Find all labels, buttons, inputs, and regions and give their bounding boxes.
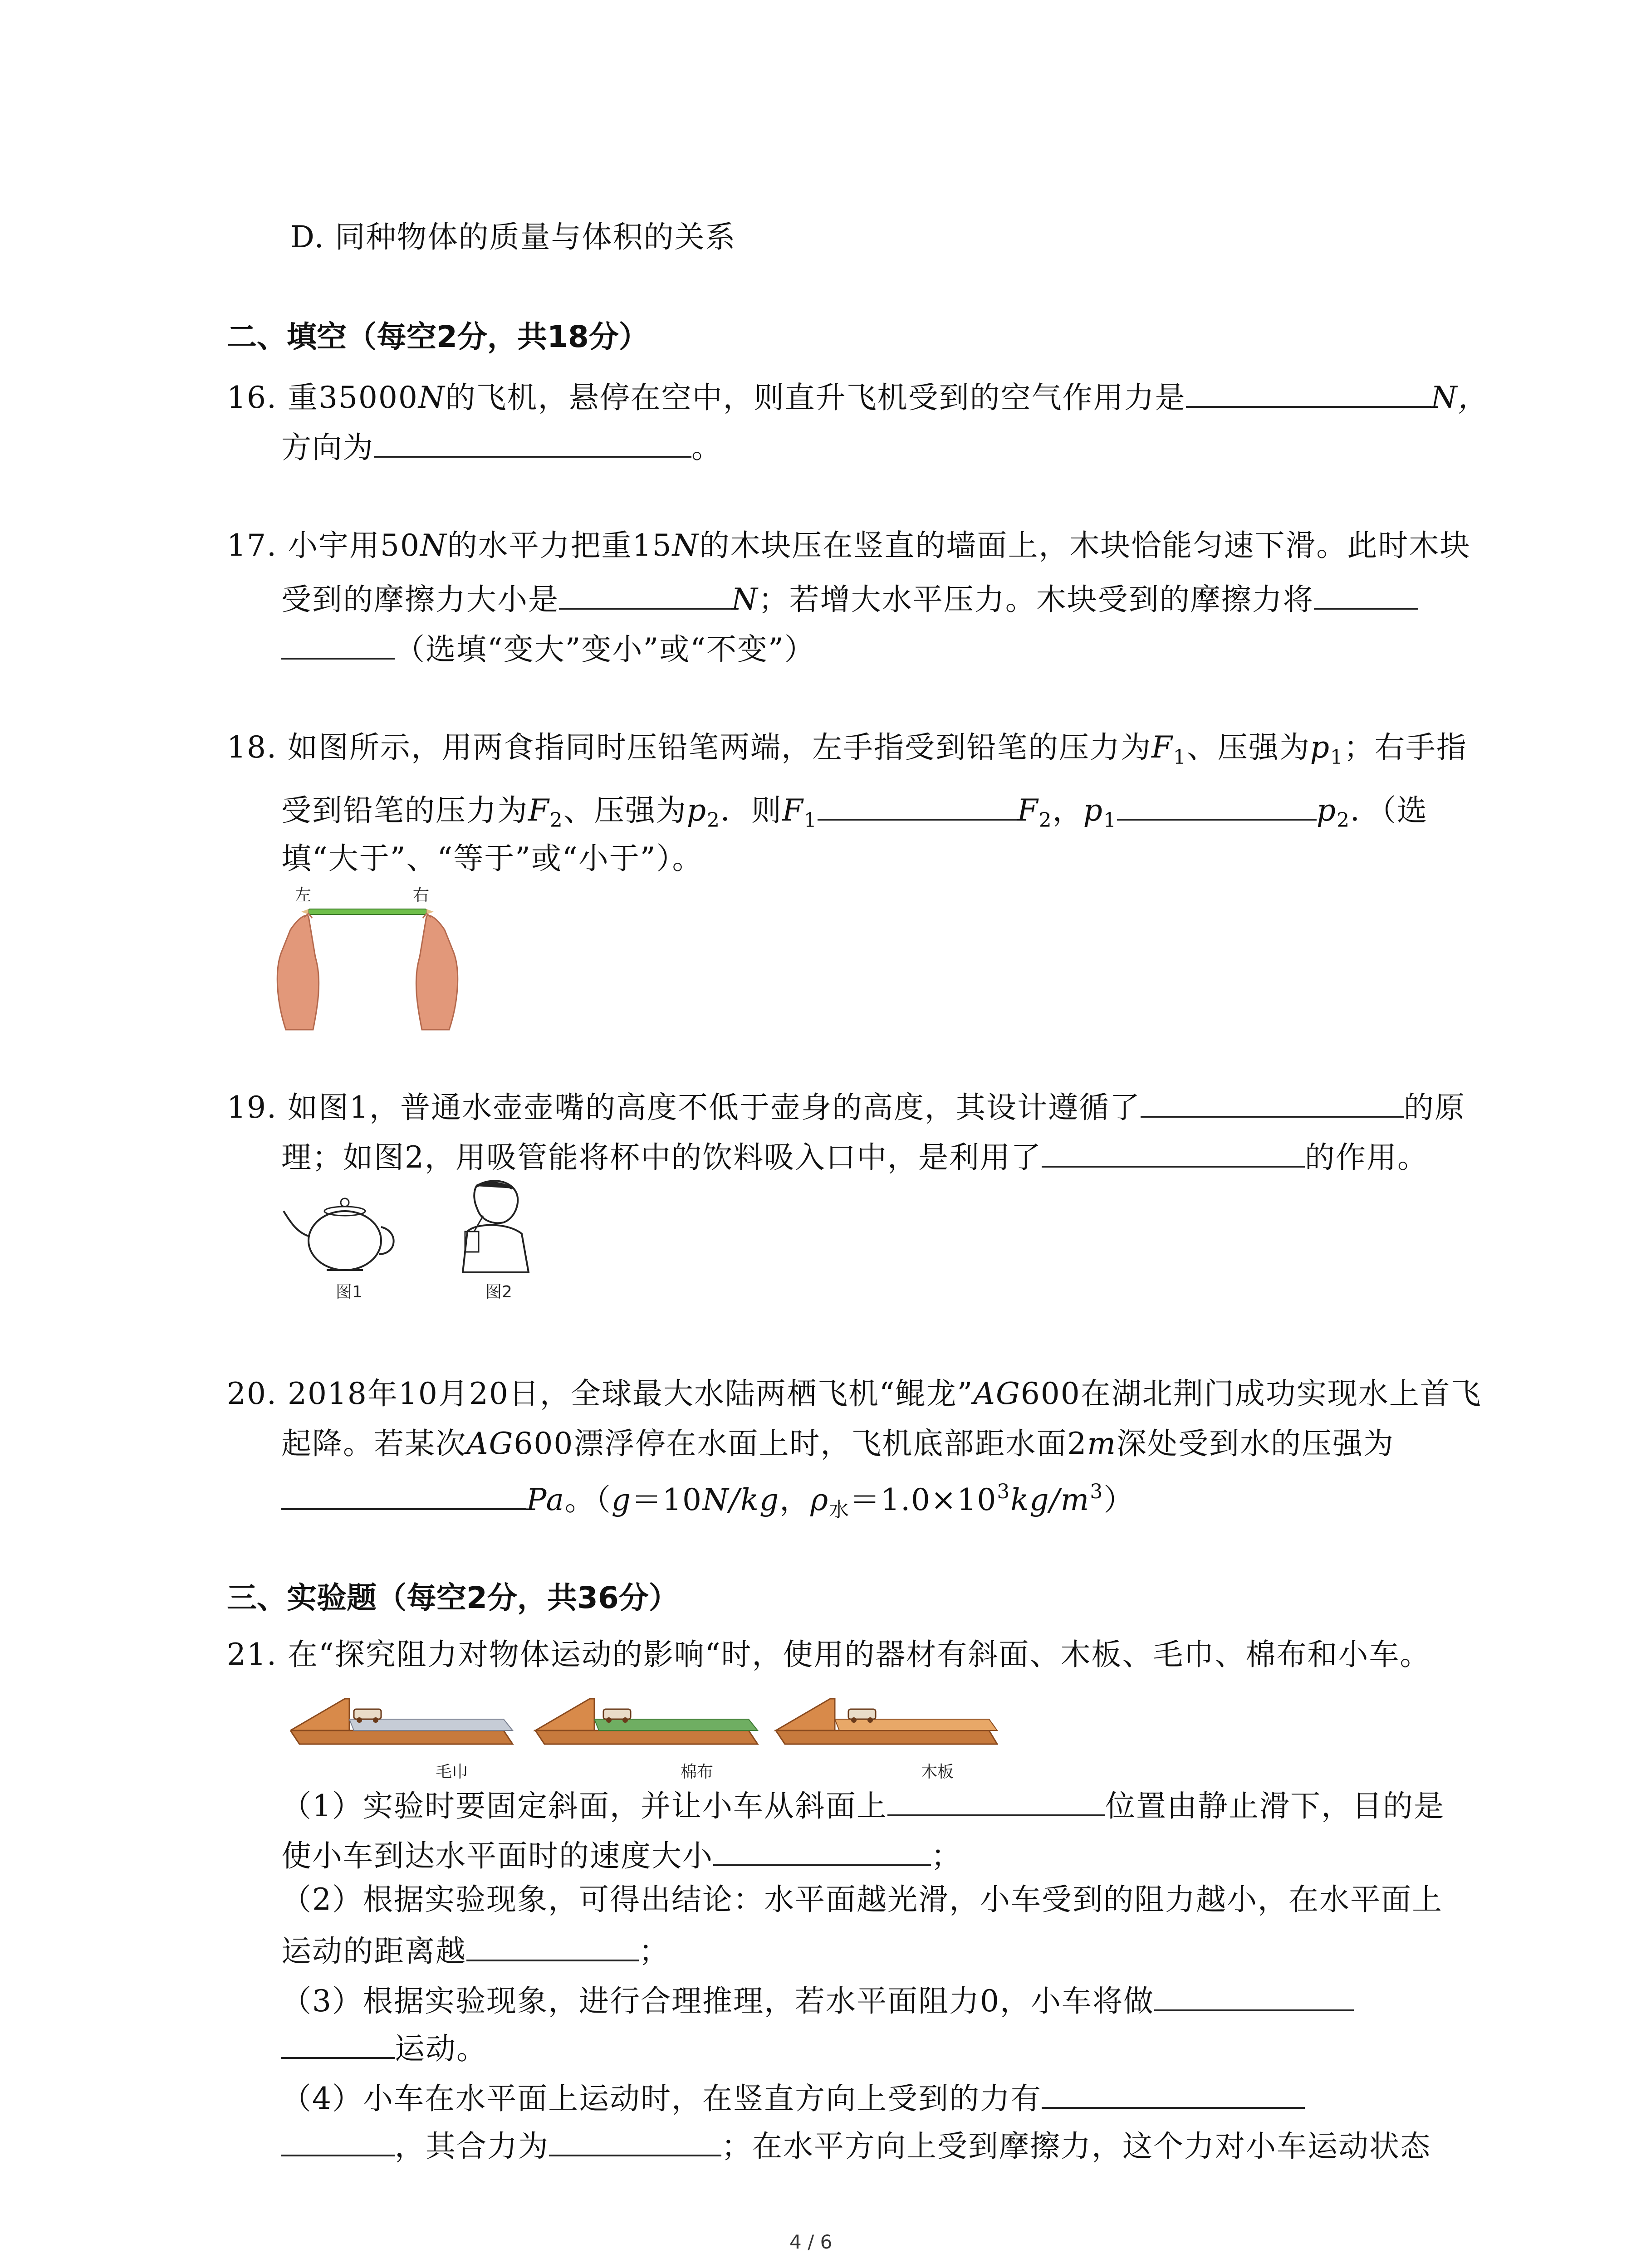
q18-f2-sub-b: 2: [1038, 809, 1053, 832]
q18-text-d: 受到铅笔的压力为: [281, 793, 528, 828]
q18-text-e: 、压强为: [563, 793, 687, 828]
q16-unit-n2: N，: [1430, 380, 1489, 415]
q21-s1-line-1: [281, 1787, 1445, 1821]
q20-exp: 3: [997, 1480, 1011, 1503]
fig-caption-wood: 木板: [921, 1763, 954, 1781]
page-number: 4 / 6: [789, 2231, 833, 2253]
hands-pencil-figure: [272, 903, 463, 1034]
q18-blank-2[interactable]: [1117, 792, 1317, 821]
q20-blank-1[interactable]: [281, 1481, 526, 1510]
q17-text-e: ；若增大水平压力。木块受到的摩擦力将: [758, 582, 1314, 617]
q17-blank-2a[interactable]: [1314, 581, 1418, 610]
q17-blank-2b[interactable]: [281, 631, 395, 660]
q18-fig-label-right: 右: [413, 886, 430, 904]
q17-unit-n2: N: [672, 528, 700, 563]
q20-rho: ρ: [810, 1482, 829, 1517]
q20-ag-2: AG: [466, 1426, 514, 1461]
fig1-caption: 图1: [336, 1283, 362, 1301]
q18-fig-label-left: 左: [295, 886, 312, 904]
q16-blank-2[interactable]: [374, 429, 691, 458]
q21-blank-2[interactable]: [713, 1837, 931, 1866]
q20-text-h: ＝1.0×10: [850, 1482, 997, 1517]
incline-wood: [776, 1699, 997, 1744]
q18-blank-1[interactable]: [818, 792, 1017, 821]
q17-line-1: [227, 528, 1471, 563]
q20-text-f: 。（: [564, 1482, 612, 1517]
q19-line-1: [227, 1089, 1465, 1123]
q21-blank-5a[interactable]: [1042, 2080, 1305, 2109]
q20-line-3: [281, 1480, 1135, 1521]
q21-s4-text-c: ；在水平方向上受到摩擦力，这个力对小车运动状态: [721, 2129, 1431, 2164]
q17-hint: （选填“变大”变小”或“不变”）: [395, 632, 815, 667]
q20-comma: ，: [779, 1482, 811, 1517]
q21-s2-semicolon: ；: [639, 1934, 670, 1969]
q18-p1-sub-b: 1: [1103, 809, 1117, 832]
q17-unit-n: N: [420, 528, 447, 563]
q21-blank-4a[interactable]: [1154, 1982, 1354, 2011]
q21-s4-text-b: ，其合力为: [395, 2129, 549, 2164]
q16-unit-n: N: [418, 380, 446, 415]
q18-p1-symbol-b: p: [1083, 793, 1103, 828]
q20-nkg: N/kg: [702, 1482, 780, 1517]
q16-line-2: [281, 429, 722, 463]
q20-line-1: [227, 1376, 1482, 1411]
q20-g: g: [611, 1482, 632, 1517]
q21-s1-text-c: 使小车到达水平面时的速度大小: [281, 1838, 713, 1873]
incline-towel: [290, 1699, 513, 1744]
q20-kgm: kg/m: [1010, 1482, 1090, 1517]
q20-text-c: 起降。若某次: [281, 1426, 466, 1461]
q21-s2-text-a: （2）根据实验现象，可得出结论：水平面越光滑，小车受到的阻力越小，在水平面上: [281, 1882, 1443, 1917]
q18-text-b: 、压强为: [1186, 730, 1310, 765]
q19-text-c: 理；如图2，用吸管能将杯中的饮料吸入口中，是利用了: [281, 1140, 1042, 1175]
q20-pa: Pa: [526, 1482, 565, 1517]
q18-text-g: ．（选: [1350, 793, 1428, 828]
q20-number: 20.: [227, 1376, 277, 1411]
incline-surfaces-figure: [290, 1687, 998, 1755]
q20-m: m: [1087, 1426, 1117, 1461]
q21-intro-text: 在“探究阻力对物体运动的影响“时，使用的器材有斜面、木板、毛巾、棉布和小车。: [287, 1637, 1431, 1672]
q21-blank-4b[interactable]: [281, 2030, 395, 2059]
q18-line-2: [281, 792, 1428, 832]
teapot-figure: [281, 1186, 399, 1277]
q18-p2-symbol: p: [686, 793, 707, 828]
q21-s2-text-b: 运动的距离越: [281, 1934, 466, 1969]
q21-s1-text-a: （1）实验时要固定斜面，并让小车从斜面上: [281, 1789, 887, 1823]
q21-s4-line-2: [281, 2127, 1431, 2164]
q21-s3-line-1: [281, 1982, 1354, 2019]
q20-text-b: 600在湖北荆门成功实现水上首飞: [1020, 1376, 1482, 1411]
q17-number: 17.: [227, 528, 277, 563]
q19-text-a: 如图1，普通水壶壶嘴的高度不低于壶身的高度，其设计遵循了: [287, 1090, 1141, 1125]
q17-text-d: 受到的摩擦力大小是: [281, 582, 559, 617]
q17-unit-n3: N: [731, 582, 759, 617]
q21-s4-text-a: （4）小车在水平面上运动时，在竖直方向上受到的力有: [281, 2081, 1042, 2116]
q21-intro: [227, 1637, 1431, 1672]
incline-cotton: [535, 1699, 758, 1744]
q18-comma: ，: [1052, 793, 1083, 828]
q21-blank-3[interactable]: [466, 1932, 639, 1961]
q17-text-b: 的水平力把重15: [447, 528, 672, 563]
q18-f1-sub: 1: [1173, 746, 1187, 769]
q16-text-b: 的飞机，悬停在空中，则直升飞机受到的空气作用力是: [445, 380, 1186, 415]
q18-number: 18.: [227, 730, 277, 765]
q21-blank-6[interactable]: [549, 2127, 721, 2156]
option-d: D. 同种物体的质量与体积的关系: [290, 220, 736, 254]
q19-blank-2[interactable]: [1042, 1139, 1305, 1168]
q18-hint: 填“大于”、“等于”或“小于”）。: [281, 841, 703, 876]
q18-f2-symbol: F: [528, 793, 550, 828]
q18-p1-sub: 1: [1330, 746, 1344, 769]
q21-blank-5b[interactable]: [281, 2127, 395, 2156]
section-3-title: 三、实验题（每空2分，共36分）: [227, 1580, 679, 1615]
q19-line-2: [281, 1139, 1428, 1173]
section-2-title: 二、填空（每空2分，共18分）: [227, 319, 649, 354]
q17-text-a: 小宇用50: [287, 528, 420, 563]
q16-direction-label: 方向为: [281, 430, 374, 465]
q19-text-d: 的作用。: [1305, 1140, 1428, 1175]
q19-number: 19.: [227, 1090, 277, 1125]
q21-s1-line-2: [281, 1837, 962, 1871]
q21-number: 21.: [227, 1637, 277, 1672]
q20-text-g: ＝10: [632, 1482, 703, 1517]
q18-p2-symbol-b: p: [1316, 793, 1337, 828]
q16-number: 16.: [227, 380, 277, 415]
fig-caption-cotton: 棉布: [681, 1763, 714, 1781]
q20-water-sub: 水: [829, 1498, 850, 1521]
q17-line-2: [281, 581, 1418, 615]
q18-f1-symbol: F: [1151, 730, 1173, 765]
fig-caption-towel: 毛巾: [436, 1763, 469, 1781]
q20-text-d: 600漂浮停在水面上时，飞机底部距水面2: [514, 1426, 1087, 1461]
q18-line-1: [227, 730, 1467, 769]
q19-text-b: 的原: [1403, 1090, 1465, 1125]
q21-s2-line-1: [281, 1882, 1443, 1917]
boy-straw-figure: [449, 1177, 540, 1277]
q17-text-c: 的木块压在竖直的墙面上，木块恰能匀速下滑。此时木块: [699, 528, 1471, 563]
q16-line-1: [227, 379, 1489, 413]
q18-p2-sub-b: 2: [1337, 809, 1351, 832]
q20-text-e: 深处受到水的压强为: [1116, 1426, 1394, 1461]
q18-text-f: ．则: [720, 793, 783, 828]
q18-line-3: [281, 841, 703, 876]
q20-exp2: 3: [1090, 1480, 1104, 1503]
q18-f1-symbol-b: F: [782, 793, 804, 828]
q20-ag: AG: [973, 1376, 1021, 1411]
q18-text-c: ；右手指: [1344, 730, 1467, 765]
q16-text-a: 重35000: [287, 380, 418, 415]
q18-p2-sub: 2: [707, 809, 721, 832]
q18-f2-symbol-b: F: [1017, 793, 1039, 828]
q21-blank-1[interactable]: [887, 1787, 1105, 1816]
q17-blank-1[interactable]: [559, 581, 731, 610]
q21-s3-line-2: [281, 2030, 487, 2064]
q19-blank-1[interactable]: [1141, 1089, 1404, 1118]
q21-s3-text-a: （3）根据实验现象，进行合理推理，若水平面阻力0，小车将做: [281, 1984, 1154, 2019]
q21-s2-line-2: [281, 1932, 670, 1969]
q21-s4-line-1: [281, 2080, 1305, 2114]
q16-blank-1[interactable]: [1186, 379, 1431, 408]
fig2-caption: 图2: [485, 1283, 512, 1301]
q16-period: 。: [691, 430, 722, 465]
q20-text-a: 2018年10月20日，全球最大水陆两栖飞机“鲲龙”: [287, 1376, 974, 1411]
q18-text-a: 如图所示，用两食指同时压铅笔两端，左手指受到铅笔的压力为: [287, 730, 1151, 765]
q18-f2-sub: 2: [549, 809, 563, 832]
q21-s1-text-b: 位置由静止滑下，目的是: [1105, 1789, 1445, 1823]
q17-line-3: [281, 631, 815, 665]
q21-s1-semicolon: ；: [931, 1838, 962, 1873]
q20-close-paren: ）: [1103, 1482, 1135, 1517]
q18-f1-sub-b: 1: [803, 809, 818, 832]
q18-p1-symbol: p: [1310, 730, 1330, 765]
q20-line-2: [281, 1426, 1394, 1461]
q21-s3-text-b: 运动。: [395, 2031, 487, 2066]
